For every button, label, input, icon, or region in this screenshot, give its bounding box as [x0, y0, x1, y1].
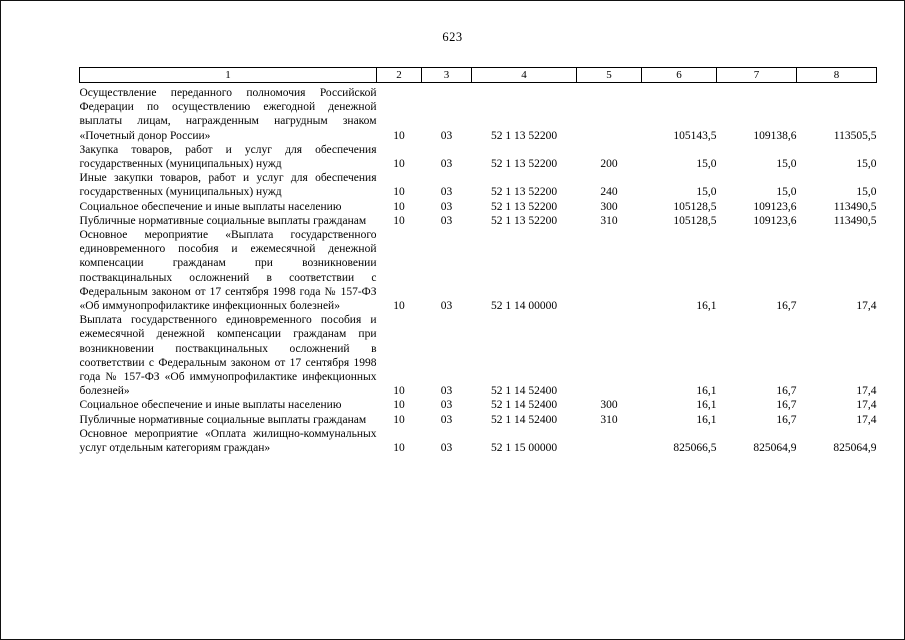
amount-year2-cell: 16,7 — [776, 399, 797, 412]
csr-cell: 52 1 14 52400 — [490, 399, 558, 412]
table-row — [80, 228, 877, 313]
amount-year1-cell: 105128,5 — [673, 200, 717, 213]
column-header-8: 8 — [797, 68, 877, 83]
csr-cell: 52 1 13 52200 — [490, 186, 558, 199]
amount-year1-cell: 15,0 — [696, 158, 717, 171]
vr-cell: 240 — [600, 186, 618, 199]
table-row — [80, 214, 877, 228]
csr-cell: 52 1 14 00000 — [490, 300, 558, 313]
rz-cell: 10 — [393, 214, 405, 227]
rz-cell: 10 — [393, 158, 405, 171]
amount-year3-cell: 17,4 — [856, 300, 877, 313]
row-title-cell: Основное мероприятие «Оплата жилищно-коммунальных услуг отдельным категориям граждан» — [79, 427, 377, 455]
csr-cell: 52 1 14 52400 — [490, 413, 558, 426]
csr-cell: 52 1 14 52400 — [490, 385, 558, 398]
csr-cell: 52 1 13 52200 — [490, 214, 558, 227]
amount-year1-cell: 16,1 — [696, 399, 717, 412]
table-row — [80, 200, 877, 214]
pr-cell: 03 — [440, 200, 453, 213]
row-title-cell: Публичные нормативные социальные выплаты гражданам — [79, 413, 367, 426]
amount-year2-cell: 109123,6 — [753, 200, 797, 213]
table-row — [80, 427, 877, 455]
column-header-3: 3 — [422, 68, 472, 83]
amount-year1-cell: 825066,5 — [673, 442, 717, 455]
amount-year2-cell: 109138,6 — [753, 129, 797, 142]
table-row — [80, 171, 877, 199]
column-header-5: 5 — [577, 68, 642, 83]
table-row — [80, 398, 877, 412]
amount-year3-cell: 825064,9 — [833, 442, 877, 455]
column-header-4: 4 — [472, 68, 577, 83]
pr-cell: 03 — [440, 158, 453, 171]
table-row — [80, 83, 877, 143]
pr-cell: 03 — [440, 442, 453, 455]
vr-cell: 310 — [600, 214, 618, 227]
row-title-cell: Выплата государственного единовременного пособия и ежемесячной денежной компенсации гражданам при возникновении поствакцинальных осложнений в соответствии с Федеральным законом от 17 сентября 1998 года № 157-ФЗ «Об иммунопрофилактике инфекционных болезней» — [79, 314, 377, 398]
pr-cell: 03 — [440, 186, 453, 199]
column-header-2: 2 — [377, 68, 422, 83]
csr-cell: 52 1 13 52200 — [490, 129, 558, 142]
table-row — [80, 313, 877, 398]
row-title-cell: Иные закупки товаров, работ и услуг для обеспечения государственных (муниципальных) нужд — [79, 172, 377, 199]
pr-cell: 03 — [440, 214, 453, 227]
csr-cell: 52 1 13 52200 — [490, 200, 558, 213]
amount-year3-cell: 113505,5 — [833, 129, 877, 142]
amount-year1-cell: 16,1 — [696, 385, 717, 398]
table-body — [80, 83, 877, 456]
amount-year1-cell: 105143,5 — [673, 129, 717, 142]
row-title-cell: Социальное обеспечение и иные выплаты населению — [79, 399, 342, 412]
amount-year2-cell: 15,0 — [776, 158, 797, 171]
budget-table — [79, 67, 877, 455]
column-header-6: 6 — [642, 68, 717, 83]
row-title-cell: Закупка товаров, работ и услуг для обеспечения государственных (муниципальных) нужд — [79, 143, 377, 171]
amount-year3-cell: 15,0 — [856, 186, 877, 199]
amount-year2-cell: 15,0 — [776, 186, 797, 199]
amount-year3-cell: 15,0 — [856, 158, 877, 171]
column-header-7: 7 — [717, 68, 797, 83]
amount-year1-cell: 16,1 — [696, 413, 717, 426]
amount-year2-cell: 825064,9 — [753, 442, 797, 455]
amount-year3-cell: 17,4 — [856, 399, 877, 412]
amount-year3-cell: 17,4 — [856, 413, 877, 426]
vr-cell — [577, 228, 642, 313]
amount-year1-cell: 105128,5 — [673, 214, 717, 227]
csr-cell: 52 1 13 52200 — [490, 158, 558, 171]
vr-cell — [577, 313, 642, 398]
table-row — [80, 143, 877, 171]
amount-year1-cell: 15,0 — [696, 186, 717, 199]
row-title-cell: Основное мероприятие «Выплата государственного единовременного пособия и ежемесячной денежной компенсации гражданам при возникновении поствакцинальных осложнений в соответствии с Федеральным законом от 17 сентября 1998 года № 157-ФЗ «Об иммунопрофилактике инфекционных болезней» — [79, 229, 377, 313]
column-header-1: 1 — [80, 68, 377, 83]
rz-cell: 10 — [393, 186, 405, 199]
amount-year2-cell: 16,7 — [776, 413, 797, 426]
vr-cell: 300 — [600, 399, 618, 412]
pr-cell: 03 — [440, 413, 453, 426]
table-header-row — [80, 68, 877, 83]
vr-cell: 310 — [600, 413, 618, 426]
amount-year3-cell: 113490,5 — [833, 200, 877, 213]
csr-cell: 52 1 15 00000 — [490, 442, 558, 455]
pr-cell: 03 — [440, 385, 453, 398]
vr-cell: 300 — [600, 200, 618, 213]
amount-year1-cell: 16,1 — [696, 300, 717, 313]
vr-cell: 200 — [600, 158, 618, 171]
amount-year3-cell: 113490,5 — [833, 214, 877, 227]
rz-cell: 10 — [393, 442, 405, 455]
amount-year3-cell: 17,4 — [856, 385, 877, 398]
pr-cell: 03 — [440, 399, 453, 412]
vr-cell — [577, 427, 642, 455]
vr-cell — [577, 83, 642, 143]
rz-cell: 10 — [393, 399, 405, 412]
rz-cell: 10 — [393, 129, 405, 142]
page-number: 623 — [442, 30, 463, 44]
row-title-cell: Социальное обеспечение и иные выплаты населению — [79, 200, 342, 213]
amount-year2-cell: 16,7 — [776, 300, 797, 313]
rz-cell: 10 — [393, 200, 405, 213]
rz-cell: 10 — [393, 413, 405, 426]
rz-cell: 10 — [393, 385, 405, 398]
amount-year2-cell: 109123,6 — [753, 214, 797, 227]
table-row — [80, 413, 877, 427]
row-title-cell: Публичные нормативные социальные выплаты гражданам — [79, 214, 367, 227]
row-title-cell: Осуществление переданного полномочия Российской Федерации по осуществлению ежегодной денежной выплаты лицам, награжденным нагрудным знаком «Почетный донор России» — [79, 87, 377, 142]
pr-cell: 03 — [440, 300, 453, 313]
pr-cell: 03 — [440, 129, 453, 142]
amount-year2-cell: 16,7 — [776, 385, 797, 398]
rz-cell: 10 — [393, 300, 405, 313]
